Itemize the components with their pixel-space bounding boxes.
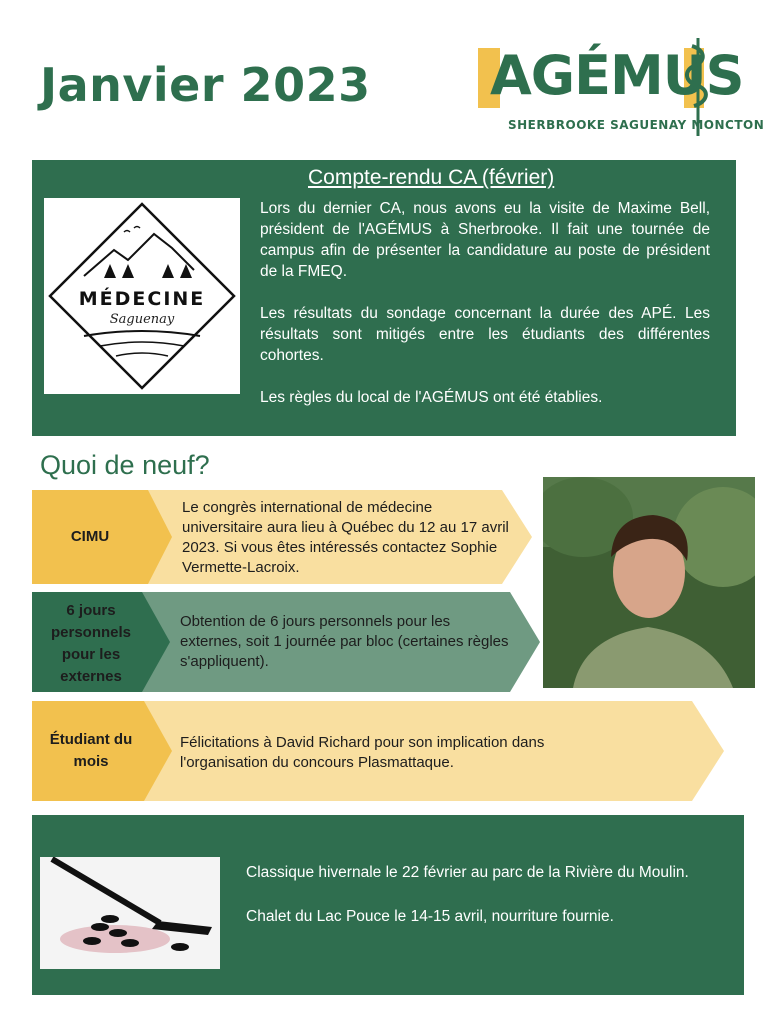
page-title: Janvier 2023 (40, 58, 371, 112)
ca-paragraph: Les résultats du sondage concernant la durée des APÉ. Les résultats sont mitigés entre les étudiants des différentes cohortes. (260, 305, 710, 364)
news-text-jours: Obtention de 6 jours personnels pour les externes, soit 1 journée par bloc (certaines règles s'appliquent). (180, 613, 509, 670)
news-label-cimu: CIMU (70, 528, 110, 545)
logo-title: MÉDECINE (78, 288, 206, 310)
news-text-etudiant: Félicitations à David Richard pour son implication dans l'organisation du concours Plasmattaque. (180, 734, 545, 771)
medecine-saguenay-logo (44, 198, 240, 394)
news-heading: Quoi de neuf? (40, 450, 210, 480)
logo-subtitle: Saguenay (109, 312, 175, 327)
agemus-logo (476, 36, 765, 140)
ca-paragraph: Lors du dernier CA, nous avons eu la visite de Maxime Bell, président de l'AGÉMUS à Sherbrooke. Il fait une tournée de campus afin de présenter la candidature au poste de président de la FMEQ. (260, 200, 710, 280)
ca-heading: Compte-rendu CA (février) (308, 166, 555, 189)
logo-wordmark: AGÉMUS (490, 44, 744, 107)
events-text (246, 862, 716, 950)
logo-campuses: SHERBROOKE SAGUENAY MONCTON (508, 118, 765, 132)
event-paragraph: Chalet du Lac Pouce le 14-15 avril, nourriture fournie. (246, 908, 614, 925)
student-photo (543, 477, 755, 688)
ca-text (260, 198, 710, 429)
hockey-image (40, 857, 220, 969)
news-label-jours: 6 jours personnels pour les externes (50, 602, 132, 685)
news-label-etudiant: Étudiant du mois (49, 731, 133, 770)
news-text-cimu: Le congrès international de médecine universitaire aura lieu à Québec du 12 au 17 avril 2023. Si vous êtes intéressés contactez Sophie Vermette-Lacroix. (182, 499, 509, 576)
ca-paragraph: Les règles du local de l'AGÉMUS ont été établies. (260, 389, 603, 406)
event-paragraph: Classique hivernale le 22 février au parc de la Rivière du Moulin. (246, 864, 689, 881)
